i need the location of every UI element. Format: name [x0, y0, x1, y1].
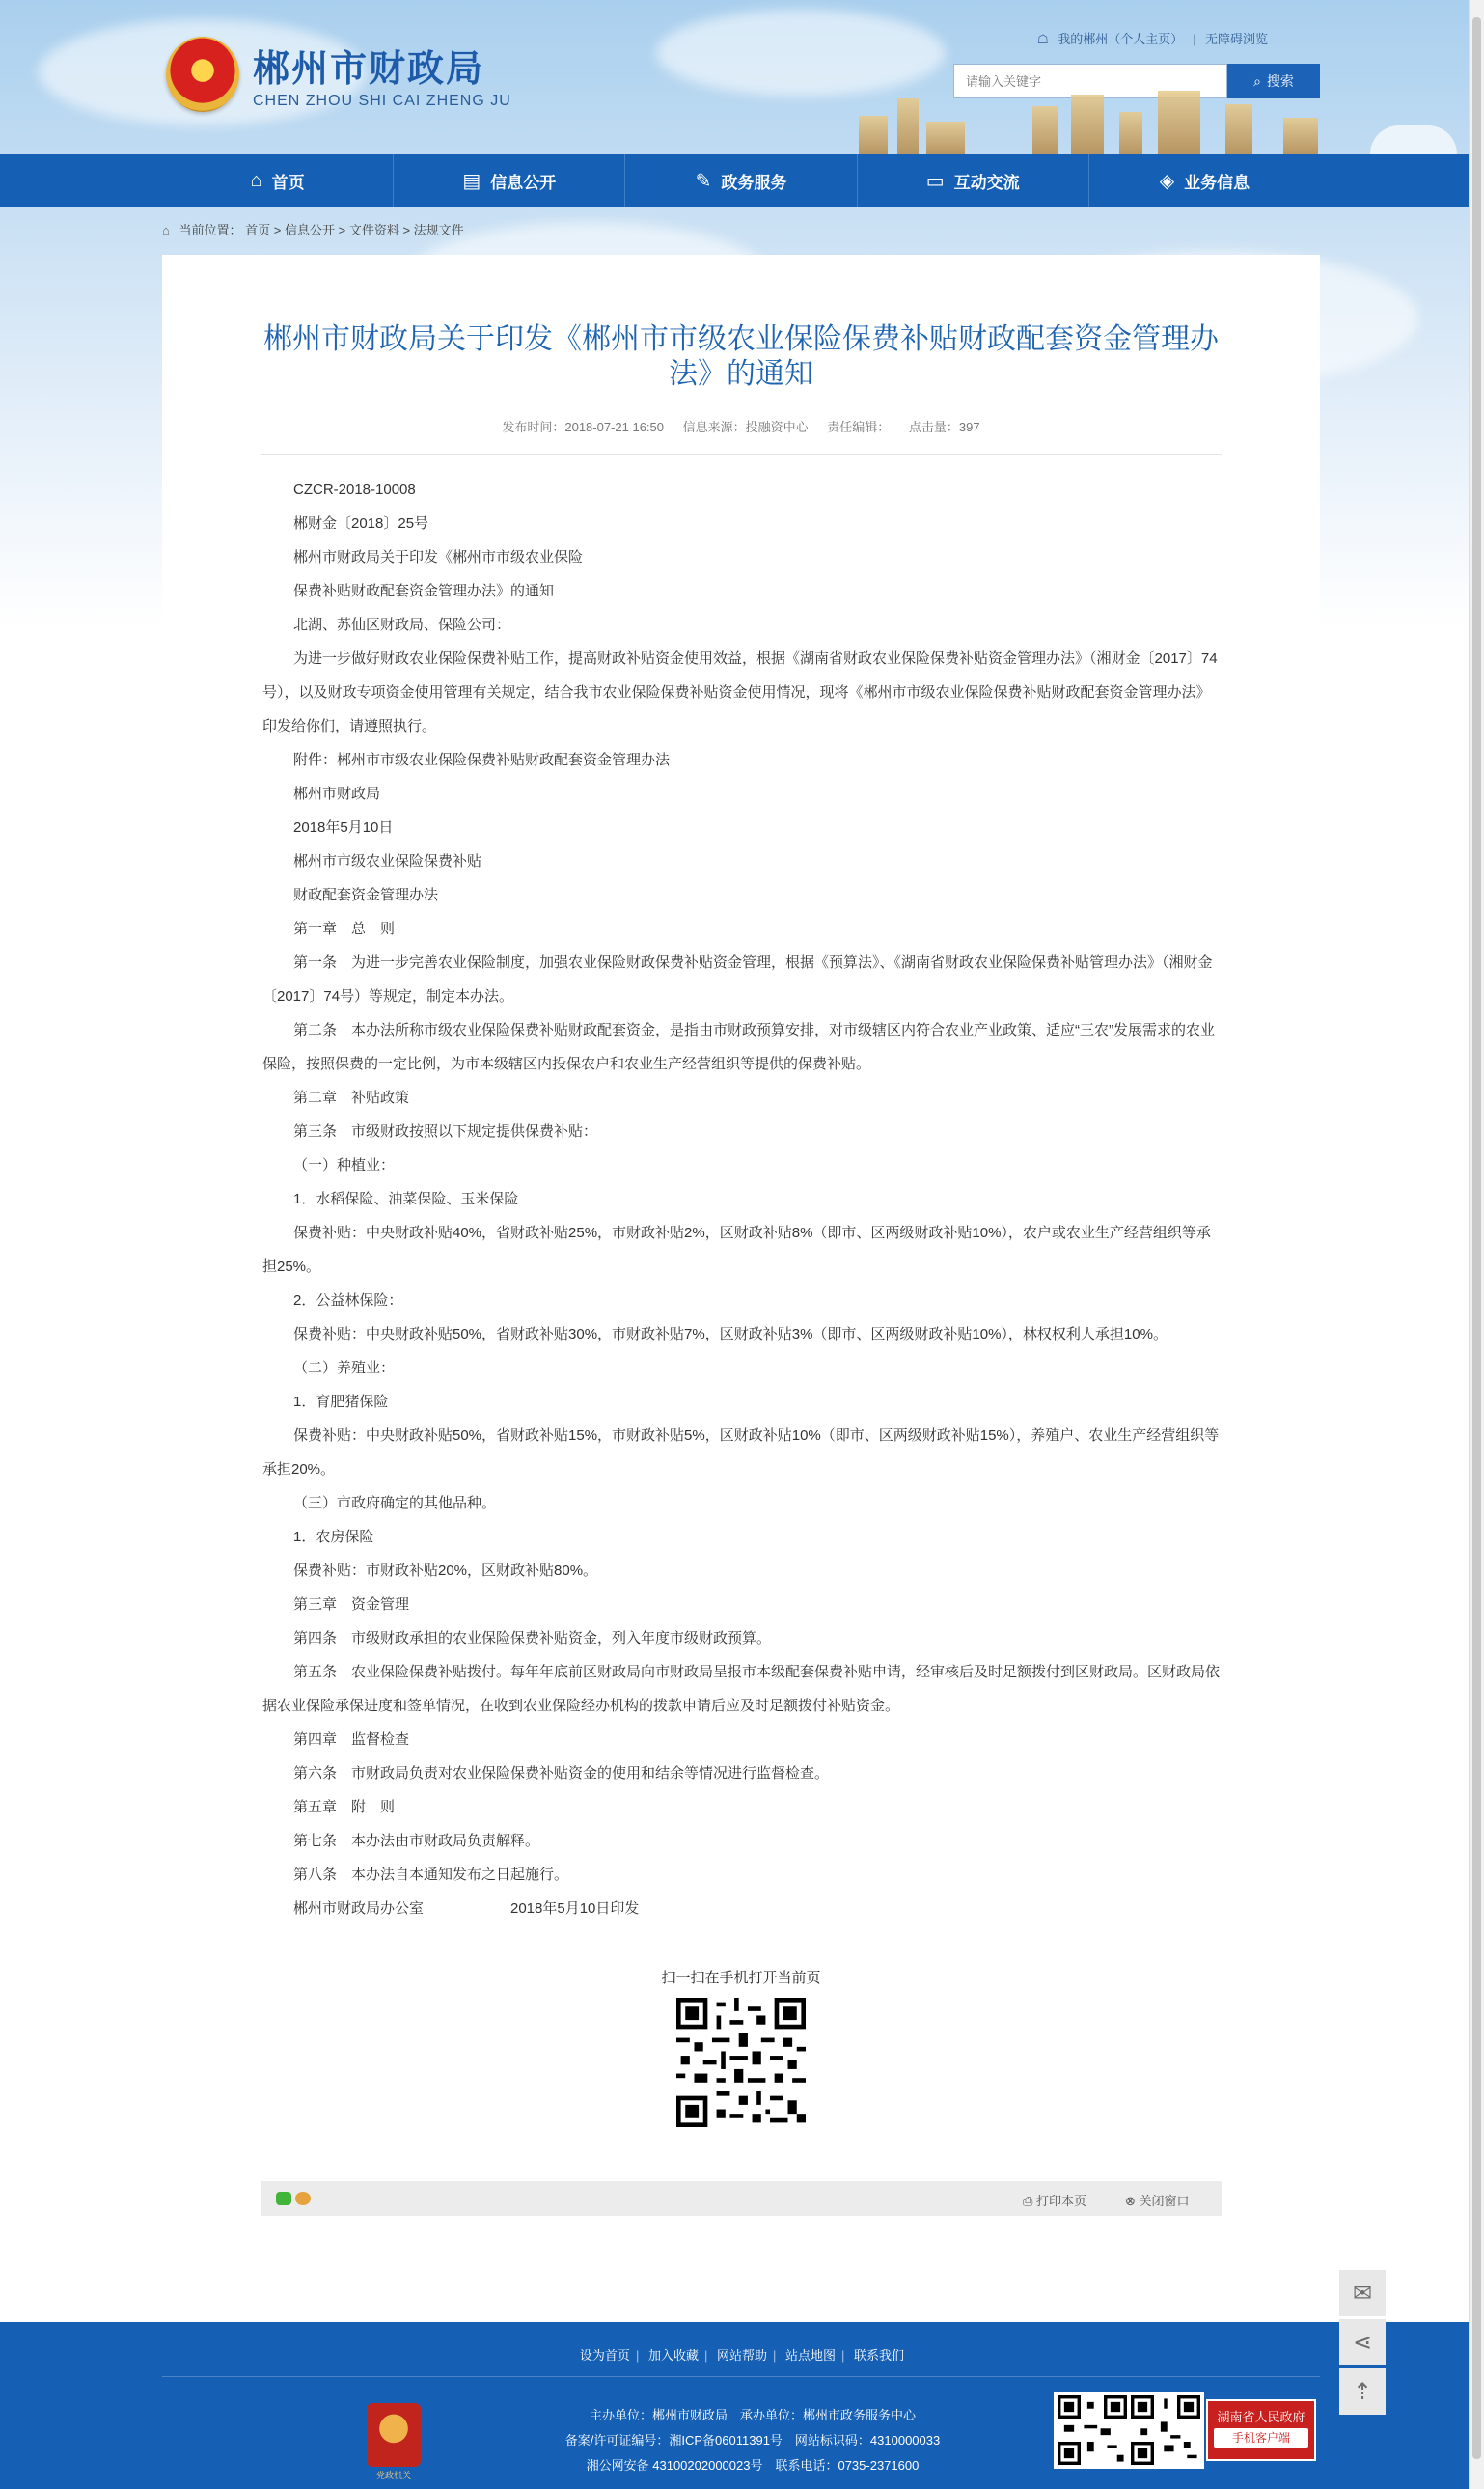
- breadcrumb-item-regulations[interactable]: 法规文件: [413, 223, 464, 237]
- back-to-top-icon[interactable]: ⇡: [1339, 2368, 1386, 2415]
- article-card: [162, 255, 1320, 2291]
- accessibility-link[interactable]: 无障碍浏览: [1204, 32, 1268, 46]
- site-header: [0, 0, 1484, 154]
- personal-page-link[interactable]: 我的郴州（个人主页）: [1058, 32, 1184, 46]
- paragraph: 保费补贴：中央财政补贴40%，省财政补贴25%，市财政补贴2%，区财政补贴8%（即市、区两级财政补贴10%），农户或农业生产经营组织等承担25%。: [262, 1225, 1211, 1275]
- paragraph: 第八条 本办法自本通知发布之日起施行。: [293, 1867, 569, 1883]
- document-icon: ▤: [462, 170, 481, 192]
- breadcrumb-prefix: 当前位置：: [179, 223, 242, 237]
- breadcrumb-item-files[interactable]: 文件资料: [348, 223, 399, 237]
- breadcrumb-item-home[interactable]: 首页: [245, 223, 271, 237]
- footer-divider: [162, 2376, 1320, 2377]
- nav-info-disclosure[interactable]: ▤ 信息公开: [394, 154, 625, 207]
- page-scrollbar[interactable]: [1469, 0, 1484, 2489]
- search-button-label: 搜索: [1266, 73, 1294, 89]
- paragraph: 第四章 监督检查: [293, 1731, 410, 1748]
- editor: 责任编辑：: [827, 420, 891, 434]
- search-icon: ⌕: [1253, 72, 1261, 89]
- paragraph: 郴州市财政局: [293, 786, 381, 802]
- paragraph: 第七条 本办法由市财政局负责解释。: [293, 1833, 540, 1849]
- breadcrumb: ⌂ 当前位置： 首页 > 信息公开 > 文件资料 > 法规文件: [162, 223, 464, 237]
- print-button[interactable]: ⎙ 打印本页: [1023, 2194, 1087, 2208]
- floating-tools: [1339, 2270, 1386, 2418]
- close-icon: ⊗: [1125, 2194, 1136, 2208]
- footer-police: 湘公网安备 43100202000023号 联系电话：0735-2371600: [586, 2458, 920, 2473]
- national-emblem-logo: [166, 37, 239, 112]
- printer-icon: ⎙: [1023, 2194, 1033, 2208]
- paragraph: 第一条 为进一步完善农业保险制度，加强农业保险财政保费补贴资金管理，根据《预算法》、《湖南省财政农业保险保费补贴管理办法》（湘财金〔2017〕74号）等规定，制定本办法。: [262, 954, 1213, 1005]
- paragraph: 郴州市市级农业保险保费补贴: [293, 853, 482, 870]
- edit-icon: ✎: [695, 170, 712, 192]
- article-body: [262, 473, 1223, 1925]
- scrollbar-thumb[interactable]: [1472, 17, 1481, 2459]
- paragraph: 第一章 总 则: [293, 921, 396, 937]
- paragraph: 保费补贴：中央财政补贴50%，省财政补贴15%，市财政补贴5%，区财政补贴10%（即市、区两级财政补贴15%），养殖户、农业生产经营组织等承担20%。: [262, 1427, 1220, 1478]
- paragraph: （一）种植业：: [293, 1157, 396, 1174]
- site-title: 郴州市财政局: [253, 49, 485, 90]
- article-meta: [259, 417, 1223, 435]
- gov-badge-subtitle: 手机客户端: [1214, 2428, 1308, 2448]
- footer-qr-code-2: [1127, 2392, 1204, 2469]
- paragraph: 郴财金〔2018〕25号: [293, 515, 429, 532]
- nav-business-info[interactable]: ◈ 业务信息: [1159, 170, 1250, 192]
- nav-government-service[interactable]: ✎ 政务服务: [625, 154, 857, 207]
- site-footer: [0, 2322, 1484, 2489]
- paragraph: 为进一步做好财政农业保险保费补贴工作，提高财政补贴资金使用效益，根据《湖南省财政农业保险保费补贴资金管理办法》（湘财金〔2017〕74号），以及财政专项资金使用管理有关规定，结合我市农业保险保费补贴资金使用情况，现将《郴州市市级农业保险保费补贴财政配套资金管理办法》印发给你们，请遵照执行。: [262, 650, 1218, 734]
- site-subtitle: CHEN ZHOU SHI CAI ZHENG JU: [253, 93, 511, 109]
- paragraph: 第三条 市级财政按照以下规定提供保费补贴：: [293, 1123, 598, 1140]
- hunan-gov-app-badge[interactable]: [1206, 2399, 1316, 2461]
- share-icon[interactable]: ⋖: [1339, 2319, 1386, 2365]
- top-links: ☖ 我的郴州（个人主页） | 无障碍浏览: [1037, 32, 1268, 46]
- city-skyline-decoration: [743, 87, 1484, 154]
- footer-link-sitemap[interactable]: 站点地图: [785, 2348, 837, 2363]
- wechat-share-icon[interactable]: [276, 2192, 291, 2205]
- main-nav: [0, 154, 1484, 207]
- paragraph: 1．育肥猪保险: [293, 1394, 389, 1410]
- paragraph: 保费补贴：市财政补贴20%，区财政补贴80%。: [293, 1563, 598, 1579]
- footer-link-favorite[interactable]: 加入收藏: [647, 2348, 699, 2363]
- qr-caption: 扫一扫在手机打开当前页: [661, 1970, 821, 1986]
- divider: [261, 454, 1222, 455]
- chat-icon: ▭: [925, 170, 945, 192]
- paragraph: 2018年5月10日: [293, 819, 394, 836]
- footer-host: 主办单位：郴州市财政局 承办单位：郴州市政务服务中心: [589, 2408, 916, 2422]
- party-government-badge-icon[interactable]: [367, 2403, 421, 2467]
- share-toolbar: [261, 2181, 1222, 2216]
- user-icon: ☖: [1037, 32, 1049, 46]
- weibo-share-icon[interactable]: [295, 2192, 311, 2205]
- gov-badge-title: 湖南省人民政府: [1217, 2410, 1305, 2424]
- paragraph: 第五章 附 则: [293, 1799, 396, 1815]
- paragraph: 第五条 农业保险保费补贴拨付。每年年底前区财政局向市财政局呈报市本级配套保费补贴申请，经审核后及时足额拨付到区财政局。区财政局依据农业保险承保进度和签单情况，在收到农业保险经办机构的拨款申请后应及时足额拨付补贴资金。: [262, 1664, 1221, 1714]
- publish-time: 发布时间：2018-07-21 16:50: [502, 420, 665, 434]
- view-count: 点击量：397: [908, 420, 980, 434]
- paragraph: CZCR-2018-10008: [293, 482, 416, 498]
- wechat-icon[interactable]: ✉: [1339, 2270, 1386, 2316]
- footer-links: 设为首页 | 加入收藏 | 网站帮助 | 站点地图 | 联系我们: [579, 2348, 905, 2363]
- paragraph: 1．水稻保险、油菜保险、玉米保险: [293, 1191, 519, 1207]
- close-window-button[interactable]: ⊗ 关闭窗口: [1125, 2194, 1190, 2208]
- paragraph: 第四条 市级财政承担的农业保险保费补贴资金，列入年度市级财政预算。: [293, 1630, 772, 1646]
- footer-info: [502, 2403, 1003, 2478]
- layers-icon: ◈: [1159, 170, 1175, 192]
- paragraph: 保费补贴财政配套资金管理办法》的通知: [293, 583, 555, 599]
- article-title: 郴州市财政局关于印发《郴州市市级农业保险保费补贴财政配套资金管理办法》的通知: [263, 323, 1219, 390]
- paragraph: 第三章 资金管理: [293, 1596, 410, 1613]
- footer-link-help[interactable]: 网站帮助: [716, 2348, 767, 2363]
- home-icon: ⌂: [162, 223, 170, 237]
- paragraph: （三）市政府确定的其他品种。: [293, 1495, 497, 1511]
- home-icon: ⌂: [250, 169, 262, 191]
- breadcrumb-item-info[interactable]: 信息公开: [284, 223, 335, 237]
- footer-icp: 备案/许可证编号：湘ICP备06011391号 网站标识码：4310000033: [564, 2433, 941, 2448]
- page-qr-code: [676, 1998, 806, 2127]
- paragraph: 第二章 补贴政策: [293, 1090, 410, 1106]
- nav-home[interactable]: ⌂ 首页: [162, 154, 394, 207]
- paragraph: 第六条 市财政局负责对农业保险保费补贴资金的使用和结余等情况进行监督检查。: [293, 1765, 830, 1782]
- paragraph: 1．农房保险: [293, 1529, 374, 1545]
- footer-link-set-home[interactable]: 设为首页: [579, 2348, 630, 2363]
- footer-qr-code-1: [1054, 2392, 1131, 2469]
- paragraph: 财政配套资金管理办法: [293, 887, 439, 903]
- paragraph: 第二条 本办法所称市级农业保险保费补贴财政配套资金，是指由市财政预算安排，对市级辖区内符合农业产业政策、适应“三农”发展需求的农业保险，按照保费的一定比例，为市本级辖区内投保农户和农业生产经营组织等提供的保费补贴。: [262, 1022, 1215, 1072]
- badge-label: 党政机关: [375, 2471, 411, 2480]
- paragraph: 北湖、苏仙区财政局、保险公司：: [293, 617, 511, 633]
- paragraph: 保费补贴：中央财政补贴50%，省财政补贴30%，市财政补贴7%，区财政补贴3%（即市、区两级财政补贴10%），林权权利人承担10%。: [293, 1326, 1168, 1342]
- nav-interaction[interactable]: ▭ 互动交流: [858, 154, 1089, 207]
- info-source: 信息来源：投融资中心: [682, 420, 809, 434]
- paragraph: 郴州市财政局关于印发《郴州市市级农业保险: [293, 549, 584, 566]
- paragraph: 2．公益林保险：: [293, 1292, 403, 1309]
- paragraph: 附件：郴州市市级农业保险保费补贴财政配套资金管理办法: [293, 752, 671, 768]
- footer-link-contact[interactable]: 联系我们: [854, 2348, 905, 2363]
- paragraph: 郴州市财政局办公室 2018年5月10日印发: [293, 1900, 640, 1917]
- paragraph: （二）养殖业：: [293, 1360, 396, 1376]
